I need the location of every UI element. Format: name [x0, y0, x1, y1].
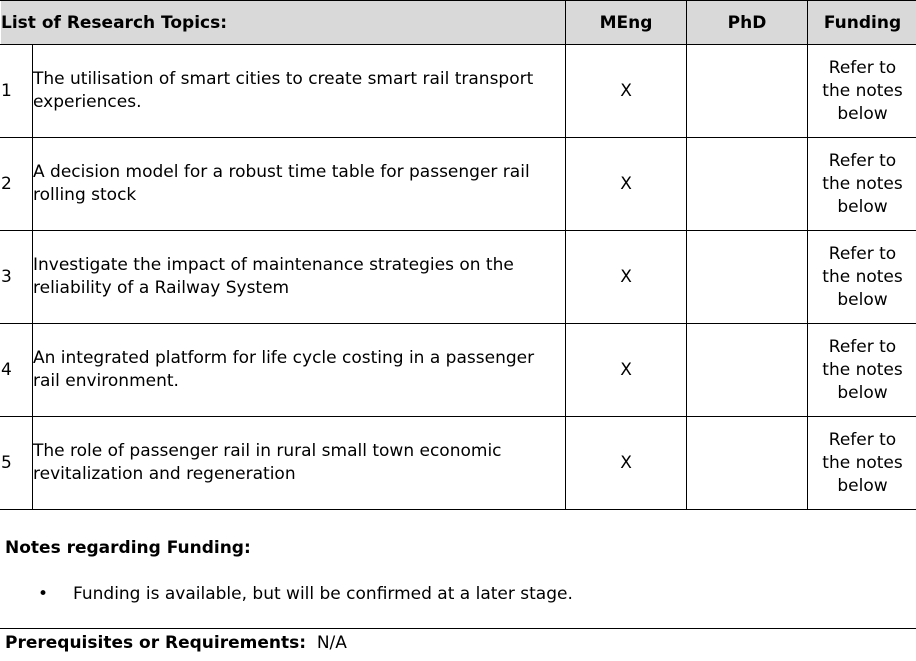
topic-line: experiences.: [33, 92, 142, 112]
phd-mark: [687, 231, 808, 324]
funding-line: the notes: [822, 452, 903, 473]
meng-mark: X: [566, 417, 687, 510]
table-row: [1, 231, 916, 324]
topic-line: rolling stock: [33, 185, 137, 205]
phd-mark: [687, 417, 808, 510]
prerequisites-label: Prerequisites or Requirements:: [5, 633, 307, 653]
funding-cell: [808, 231, 916, 324]
funding-cell: [808, 324, 916, 417]
topic-line: revitalization and regeneration: [33, 464, 296, 484]
funding-cell: [808, 45, 916, 138]
topic-line: An integrated platform for life cycle costing in a passenger: [33, 348, 535, 368]
topic-cell: [33, 324, 566, 417]
meng-mark: X: [566, 324, 687, 417]
row-number: 1: [1, 45, 33, 138]
topic-cell: [33, 138, 566, 231]
funding-line: the notes: [822, 266, 903, 287]
funding-line: Refer to: [828, 336, 897, 357]
row-number: 3: [1, 231, 33, 324]
table-row: [1, 324, 916, 417]
funding-cell: [808, 417, 916, 510]
section-divider: [0, 628, 916, 629]
header-research-topics: List of Research Topics:: [1, 1, 566, 45]
meng-mark: X: [566, 231, 687, 324]
funding-line: Refer to: [828, 57, 897, 78]
funding-line: Refer to: [828, 243, 897, 264]
header-phd: PhD: [687, 1, 808, 45]
phd-mark: [687, 138, 808, 231]
notes-heading: Notes regarding Funding:: [5, 538, 251, 558]
funding-line: below: [837, 289, 888, 310]
bullet-icon: •: [38, 584, 49, 604]
topic-line: Investigate the impact of maintenance strategies on the: [33, 255, 514, 275]
table-row: [1, 138, 916, 231]
table-header-row: [1, 1, 916, 45]
topic-line: The utilisation of smart cities to create smart rail transport: [33, 69, 534, 89]
header-meng: MEng: [566, 1, 687, 45]
meng-mark: X: [566, 45, 687, 138]
row-number: 5: [1, 417, 33, 510]
funding-cell: [808, 138, 916, 231]
row-number: 2: [1, 138, 33, 231]
funding-line: below: [837, 196, 888, 217]
row-number: 4: [1, 324, 33, 417]
phd-mark: [687, 324, 808, 417]
list-item: [0, 583, 573, 606]
funding-line: the notes: [822, 359, 903, 380]
meng-mark: X: [566, 138, 687, 231]
funding-line: the notes: [822, 80, 903, 101]
funding-line: below: [837, 103, 888, 124]
topic-line: The role of passenger rail in rural small town economic: [33, 441, 502, 461]
funding-line: Refer to: [828, 150, 897, 171]
table-row: [1, 45, 916, 138]
topic-line: reliability of a Railway System: [33, 278, 290, 298]
funding-line: below: [837, 382, 888, 403]
topic-cell: [33, 45, 566, 138]
funding-line: the notes: [822, 173, 903, 194]
topic-cell: [33, 231, 566, 324]
phd-mark: [687, 45, 808, 138]
funding-line: Refer to: [828, 429, 897, 450]
prerequisites: [5, 633, 347, 653]
topic-cell: [33, 417, 566, 510]
topic-line: A decision model for a robust time table for passenger rail: [33, 162, 530, 182]
note-text: Funding is available, but will be confirmed at a later stage.: [73, 584, 573, 604]
prerequisites-value: N/A: [316, 633, 347, 653]
header-funding: Funding: [808, 1, 916, 45]
notes-list: [0, 583, 573, 606]
topic-line: rail environment.: [33, 371, 179, 391]
funding-line: below: [837, 475, 888, 496]
table-row: [1, 417, 916, 510]
